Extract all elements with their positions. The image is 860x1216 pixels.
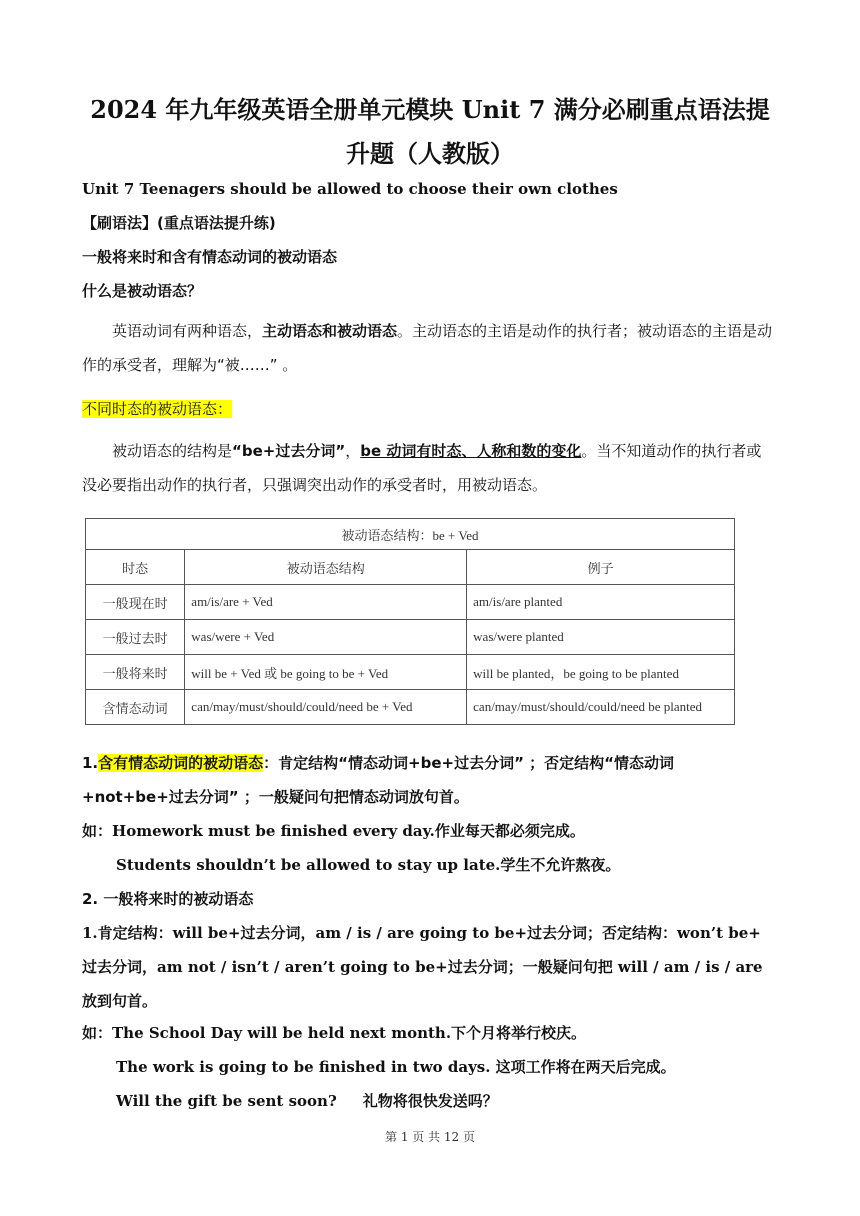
- table-cell: 一般过去时: [86, 620, 185, 655]
- future-passive-line-3: 放到句首。: [82, 992, 158, 1010]
- example-text-en: Will the gift be sent soon?: [116, 1092, 337, 1110]
- structure-text-1: 被动语态的结构是: [112, 442, 233, 460]
- section-label: 【刷语法】(重点语法提升练): [82, 214, 276, 232]
- structure-paragraph: [82, 434, 776, 502]
- future-example-1: [82, 1022, 586, 1044]
- table-cell: can/may/must/should/could/need be planted: [467, 690, 735, 725]
- tenses-heading: [82, 398, 232, 420]
- example-text: The School Day will be held next month.下个月将举行校庆。: [112, 1024, 587, 1042]
- modal-number: 1.: [82, 754, 99, 772]
- table-caption: 被动语态结构：be + Ved: [86, 519, 735, 550]
- intro-text-1: 英语动词有两种语态，: [112, 322, 263, 340]
- intro-text-2: 。主动语态的主语是动作的执行者；被动语态的主语是动作的承受者，理解为“被……” 。: [82, 322, 773, 374]
- example-text-cn: 礼物将很快发送吗？: [362, 1092, 498, 1110]
- modal-example-2: Students shouldn’t be allowed to stay up late.学生不允许熬夜。: [116, 856, 621, 874]
- table-row: [86, 620, 735, 655]
- modal-highlight: 含有情态动词的被动语态: [98, 754, 264, 772]
- table-cell: am/is/are + Ved: [185, 585, 467, 620]
- future-passive-line-1: 1.肯定结构：will be+过去分词，am / is / are going to be+过去分词；否定结构：won’t be+: [82, 924, 761, 942]
- table-cell: am/is/are planted: [467, 585, 735, 620]
- structure-underlined: be 动词有时态、人称和数的变化: [360, 442, 582, 460]
- future-passive-line-2: 过去分词，am not / isn’t / aren’t going to be+过去分词；一般疑问句把 will / am / is / are: [82, 958, 763, 976]
- table-row: [86, 655, 735, 690]
- table-cell: 一般现在时: [86, 585, 185, 620]
- modal-example-1: [82, 820, 585, 842]
- table-cell: 含情态动词: [86, 690, 185, 725]
- table-row: [86, 585, 735, 620]
- example-label: 如：: [82, 1024, 113, 1042]
- modal-rest: ：肯定结构“情态动词+be+过去分词” ；否定结构“情态动词: [263, 754, 675, 772]
- future-passive-heading: 2. 一般将来时的被动语态: [82, 890, 254, 908]
- table-caption-row: [86, 519, 735, 550]
- modal-passive-line-1: [82, 752, 674, 774]
- table-header-row: [86, 550, 735, 585]
- future-example-3: [116, 1090, 498, 1112]
- page-title: 2024 年九年级英语全册单元模块 Unit 7 满分必刷重点语法提升题（人教版）: [90, 95, 770, 168]
- future-example-2: The work is going to be finished in two days. 这项工作将在两天后完成。: [116, 1058, 676, 1076]
- table-header: 被动语态结构: [185, 550, 467, 585]
- example-text: Homework must be finished every day.作业每天都必须完成。: [112, 822, 585, 840]
- table-cell: will be + Ved 或 be going to be + Ved: [185, 655, 467, 690]
- example-label: 如：: [82, 822, 113, 840]
- structure-bold: “be+过去分词”: [232, 442, 346, 460]
- modal-passive-line-2: +not+be+过去分词” ；一般疑问句把情态动词放句首。: [82, 788, 469, 806]
- table-row: [86, 690, 735, 725]
- question-heading: 什么是被动语态？: [82, 282, 203, 300]
- table-cell: was/were planted: [467, 620, 735, 655]
- page-footer: 第 1 页 共 12 页: [385, 1130, 475, 1144]
- unit-title: Unit 7 Teenagers should be allowed to choose their own clothes: [82, 180, 618, 198]
- intro-bold: 主动语态和被动语态: [262, 322, 398, 340]
- table-cell: can/may/must/should/could/need be + Ved: [185, 690, 467, 725]
- table-header: 例子: [467, 550, 735, 585]
- intro-paragraph: [82, 314, 776, 382]
- table-cell: 一般将来时: [86, 655, 185, 690]
- structure-text-3: 。当不知道动作的执行者或没必要指出动作的执行者，只强调突出动作的承受者时，用被动语态。: [82, 442, 762, 494]
- tenses-heading-text: 不同时态的被动语态：: [82, 400, 233, 418]
- passive-voice-table: [85, 518, 735, 725]
- table-header: 时态: [86, 550, 185, 585]
- topic-heading: 一般将来时和含有情态动词的被动语态: [82, 248, 338, 266]
- table-cell: was/were + Ved: [185, 620, 467, 655]
- table-cell: will be planted，be going to be planted: [467, 655, 735, 690]
- structure-text-2: ，: [345, 442, 361, 460]
